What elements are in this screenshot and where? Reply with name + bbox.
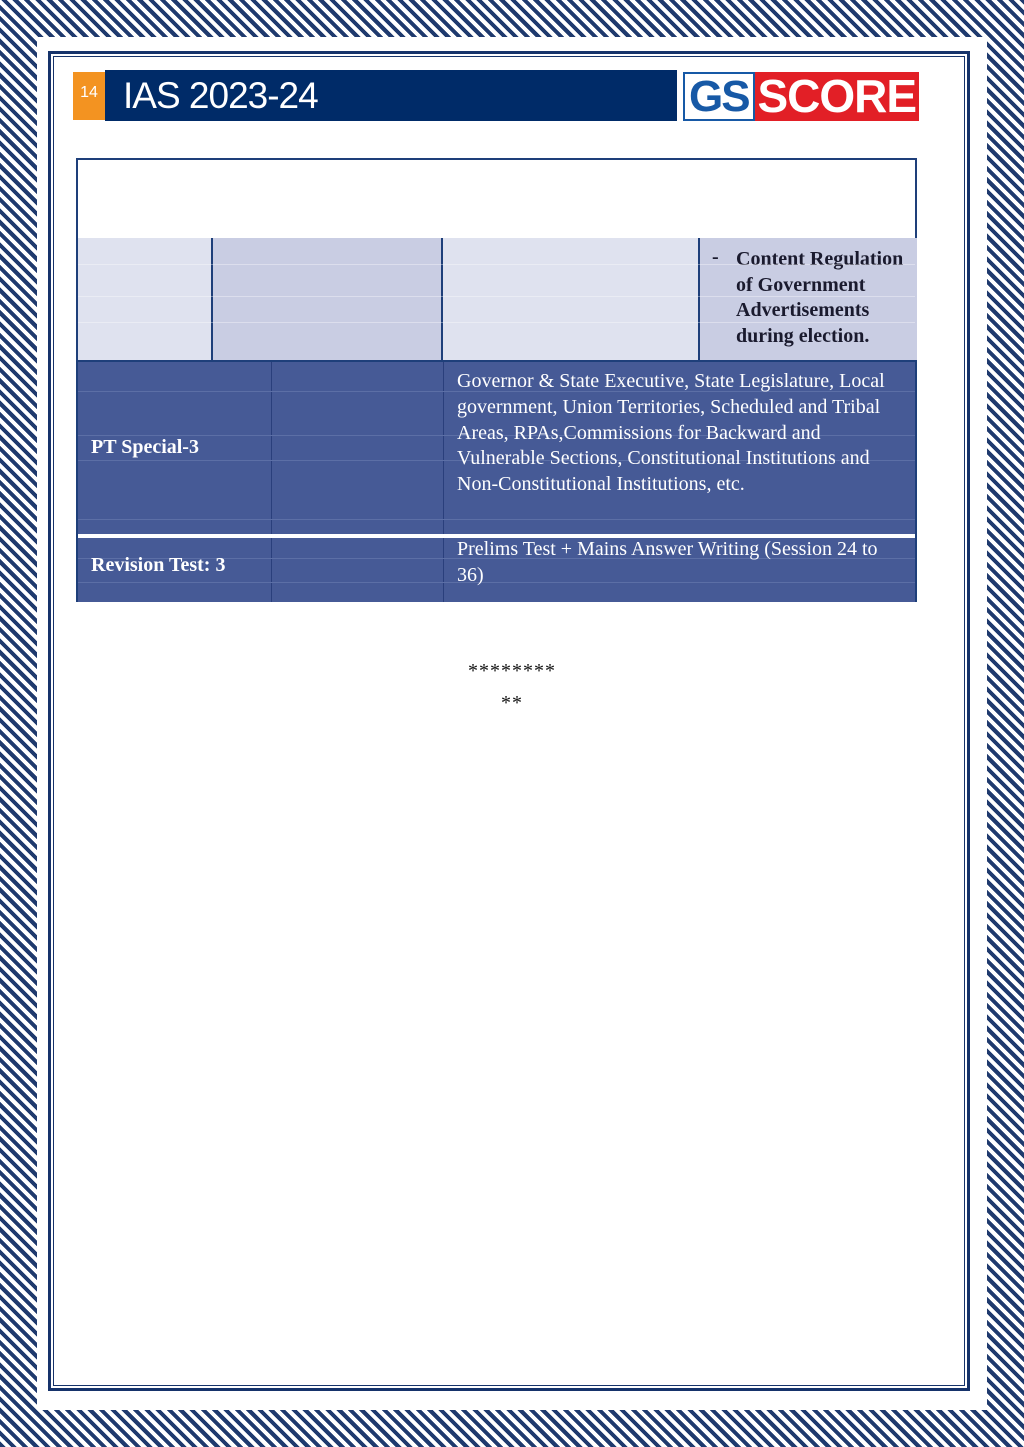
table-cell — [443, 238, 700, 360]
table-cell-topic — [700, 238, 917, 360]
schedule-table — [76, 158, 917, 602]
table-row-continuation — [78, 238, 915, 360]
table-row-blank — [78, 160, 915, 238]
logo-gs-text: GS — [683, 72, 755, 121]
topic-text: Content Regulation of Government Advertisements during election. — [736, 248, 904, 347]
logo-score-text: SCORE — [755, 72, 919, 121]
row-label: Revision Test: 3 — [91, 554, 226, 576]
row-description: Prelims Test + Mains Answer Writing (Session 24 to 36) — [457, 538, 878, 586]
table-cell — [78, 238, 213, 360]
bullet-dash: - — [712, 246, 719, 268]
table-cell — [213, 238, 443, 360]
table-row-pt-special — [78, 360, 915, 534]
table-row-revision-test — [78, 536, 915, 602]
document-page — [37, 37, 987, 1410]
page-number: 14 — [73, 72, 105, 120]
row-label: PT Special-3 — [91, 436, 199, 458]
header-title: IAS 2023-24 — [105, 70, 677, 121]
row-description: Governor & State Executive, State Legislature, Local government, Union Territories, Scheduled and Tribal Areas, RPAs,Commissions for Backward and Vulnerable Sections, Constitutional Institutions and Non-Constitutional Institutions, etc. — [457, 370, 885, 496]
gs-score-logo — [683, 72, 919, 121]
end-marker-line1: ******** — [468, 660, 556, 682]
end-marker-line2: ** — [501, 692, 523, 714]
